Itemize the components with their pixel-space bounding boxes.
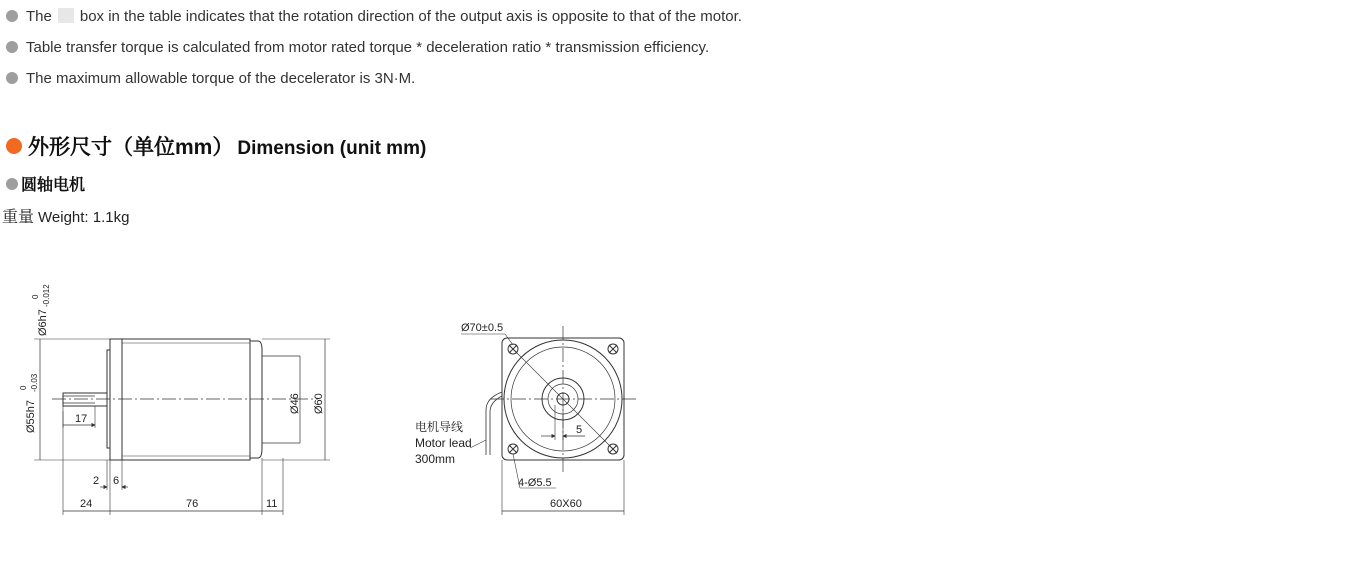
weight-en: Weight: 1.1kg: [38, 209, 130, 226]
lead-cn-label: 电机导线: [415, 420, 464, 434]
dim-24-label: 24: [80, 498, 93, 510]
dim-6-label: 6: [113, 475, 120, 487]
flange: [110, 339, 122, 460]
heading-en: Dimension (unit mm): [237, 138, 427, 159]
pilot-tol-lower: -0.03: [30, 373, 39, 392]
dim-11-label: 11: [266, 498, 278, 510]
key-length-label: 17: [75, 413, 88, 425]
note3-text: The maximum allowable torque of the decelerator is 3N·M.: [26, 70, 416, 87]
shaft-tol-upper: 0: [31, 294, 40, 299]
offset-5-label: 5: [576, 424, 583, 436]
rear-cap: [250, 341, 262, 458]
pilot-tol-upper: 0: [19, 385, 28, 390]
bolt-circle-label: Ø70±0.5: [461, 322, 504, 334]
note2-text: Table transfer torque is calculated from motor rated torque * deceleration ratio * transmission efficiency.: [26, 39, 710, 56]
motor-body: [122, 339, 250, 460]
dia-60-label: Ø60: [313, 393, 325, 414]
lead-en-label: Motor lead: [415, 436, 472, 450]
pilot-dia-label: Ø55h7: [25, 399, 37, 433]
side-view: [34, 339, 330, 515]
note1-before: The: [26, 8, 52, 25]
subtitle-text: 圆轴电机: [21, 177, 86, 194]
lead-length-label: 300mm: [415, 452, 456, 466]
note1-after: box in the table indicates that the rotation direction of the output axis is opposite to that of the motor.: [79, 8, 742, 25]
holes-label: 4-Ø5.5: [518, 477, 552, 489]
dim-76-label: 76: [186, 498, 199, 510]
flange-size-label: 60X60: [550, 498, 582, 510]
weight-cn: 重量: [2, 209, 35, 226]
dia-46-label: Ø46: [289, 393, 301, 414]
shaft-dia-label: Ø6h7: [37, 309, 49, 336]
dim-2-label: 2: [93, 475, 100, 487]
shaft: [63, 393, 107, 406]
heading-cn: 外形尺寸（单位mm）: [28, 136, 234, 159]
shaft-tol-lower: -0.012: [42, 284, 51, 307]
